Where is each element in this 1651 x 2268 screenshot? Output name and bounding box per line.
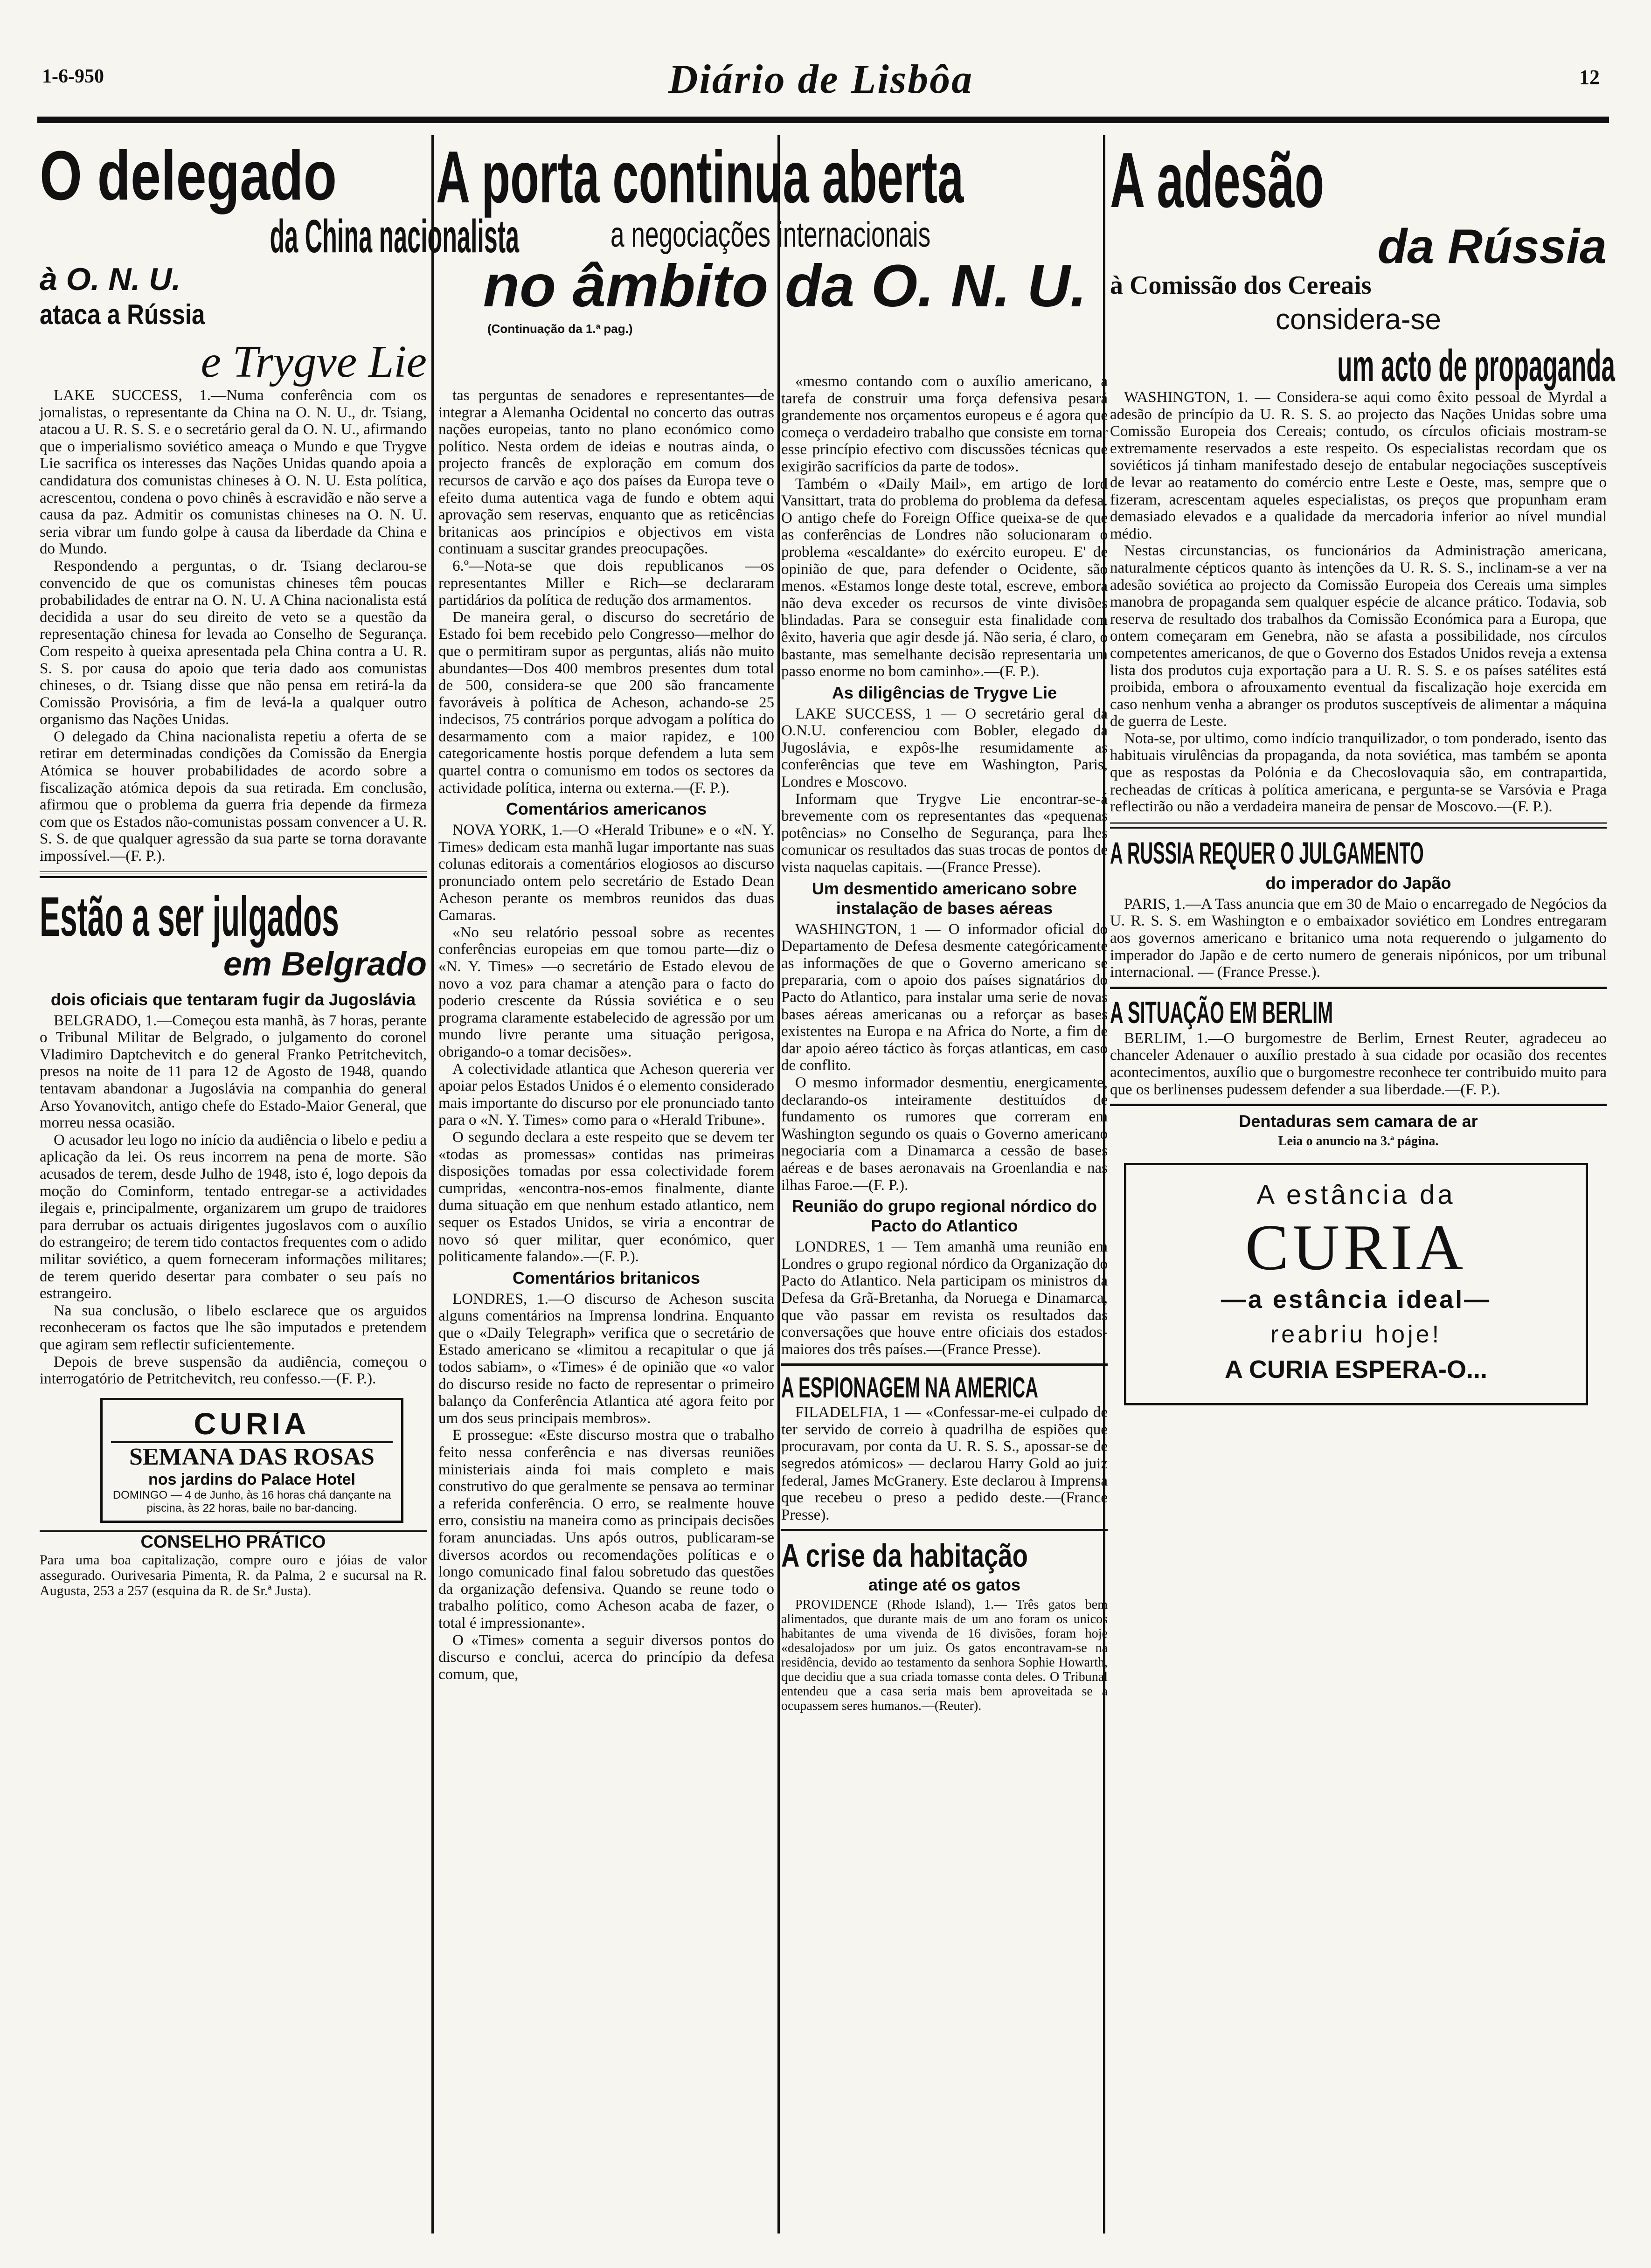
subheadline: do imperador do Japão — [1265, 873, 1451, 892]
section-head: Dentaduras sem camara de ar — [1239, 1112, 1478, 1131]
headline: da Rússia — [1377, 220, 1607, 274]
paragraph: A colectividade atlantica que Acheson quereria ver apoiar pelos Estados Unidos é o elemento considerado mais importante do discurso por ele pronunciado tanto para o «N. Y. Times» como para o «Herald Tribune». — [438, 1060, 774, 1129]
masthead — [42, 56, 1600, 112]
paragraph: LONDRES, 1.—O discurso de Acheson suscita alguns comentários na Imprensa londrina. Enquanto que o «Daily Telegraph» verifica que o secretário de Estado americano se «limitou a recapitular o que já todos sabiam», o «Times» é de opinião que «o valor do discurso reside no facto de representar o primeiro balanço da Conferência Atlantica até agora feito por um dos seus principais membros». — [438, 1290, 774, 1427]
paragraph: BERLIM, 1.—O burgomestre de Berlim, Ernest Reuter, agradeceu ao chanceler Adenauer o auxílio prestado à sua cidade por ocasião dos recentes acontecimentos, auxílio que o burgomestre reconhece ter contribuido muito para que os berlinenses pudessem defender a sua liberdade.—(F. P.). — [1110, 1030, 1607, 1098]
article-body — [1110, 896, 1607, 981]
paragraph: LONDRES, 1 — Tem amanhã uma reunião em Londres o grupo regional nórdico da Organização do Pacto do Atlantico. Nela participam os ministros da Defesa da Grã-Bretanha, da Noruega e Dinamarca, que vão passar em revista os resultados das conversações que houve entre oficiais dos estados-maiores dos três países.—(France Presse). — [781, 1238, 1108, 1358]
belgrado-article — [40, 885, 427, 1388]
paragraph: BELGRADO, 1.—Começou esta manhã, às 7 horas, perante o Tribunal Militar de Belgrado, o julgamento do coronel Vladimiro Daptchevitch e do general Franko Petritchevitch, presos na noite de 11 para 12 de Agosto de 1948, quando tentavam abandonar a Jugoslávia na companhia do general Arso Yovanovitch, antigo chefe do Estado-Maior General, que morreu nessa ocasião. — [40, 1012, 427, 1132]
article-body — [781, 1404, 1108, 1523]
section-head: Reunião do grupo regional nórdico do Pacto do Atlantico — [792, 1196, 1097, 1236]
article-body — [781, 705, 1108, 876]
masthead-rule — [37, 117, 1609, 123]
paragraph: Também o «Daily Mail», em artigo de lord Vansittart, trata do problema do problema da defesa. O antigo chefe do Foreign Office queixa-se de que as conferências de Londres não solucionaram o problema «escaldante» do exército europeu. E' de opinião de que, para defender o Ocidente, são menos. «Estamos longe deste total, escreve, embora não deva exceder os recursos de vinte divisões blindadas. Para se conseguir esta finalidade com êxito, haveria que agir desde já. Não seria, é claro, o bastante, mas semelhante decisão representaria um passo enorme no bom caminho».—(F. P.). — [781, 475, 1108, 680]
curia-rosas-ad — [100, 1398, 403, 1523]
article-body — [781, 373, 1108, 680]
paragraph: PROVIDENCE (Rhode Island), 1.— Três gatos bem alimentados, que durante mais de um ano foram os unicos habitantes de uma vivenda de 16 divisões, foram hoje «desalojados» por um juiz. Os gatos encontravam-se na residência, devido ao testamento da senhora Sophie Howarth, que decidiu que a sua criada tomasse conta deles. O Tribunal entendeu que a casa seria mais bem aproveitada se a ocupassem seres humanos.—(Reuter). — [781, 1597, 1108, 1714]
right-column — [1110, 135, 1615, 2233]
ad-line: DOMINGO — 4 de Junho, às 16 horas chá dançante na piscina, às 22 horas, baile no bar-dancing. — [112, 1488, 391, 1514]
curia-estancia-ad — [1124, 1163, 1588, 1405]
divider — [1110, 987, 1607, 989]
paragraph: LAKE SUCCESS, 1.—Numa conferência com os jornalistas, o representante da China na O. N. U., dr. Tsiang, atacou a U. R. S. S. e o secretário geral da O. N. U., afirmando que o imperialismo soviético ameaça o Mundo e que Trygve Lie sacrifica os interesses das Nações Unidas quando apoia a candidatura dos comunistas chineses à O. N. U. Esta política, acrescentou, condena o povo chinês à escravidão e não serve a causa da paz. Admitir os comunistas chineses na O. N. U. seria vibrar um fundo golpe à causa da liberdade da China e do Mundo. — [40, 387, 427, 558]
headline: A RUSSIA REQUER O JULGAMENTO — [1110, 835, 1424, 870]
paragraph: LAKE SUCCESS, 1 — O secretário geral da O.N.U. conferenciou com Bobler, elegado da Jugoslávia, e expôs-lhe resumidamente as conferências que teve em Washington, Paris, Londres e Moscovo. — [781, 705, 1108, 791]
article-body — [781, 921, 1108, 1194]
paragraph: Na sua conclusão, o libelo esclarece que os arguidos reconheceram os factos que lhe são imputados e pretendem que agiram sem reflectir suficientemente. — [40, 1302, 427, 1353]
ad-line: —a estância ideal— — [1221, 1286, 1491, 1314]
paragraph: O «Times» comenta a seguir diversos pontos do discurso e conclui, acerca do princípio da defesa comum, que, — [438, 1632, 774, 1683]
ad-line: A CURIA ESPERA-O... — [1224, 1355, 1488, 1384]
article-body — [1110, 389, 1607, 816]
headline: A adesão — [1110, 136, 1325, 224]
paragraph: NOVA YORK, 1.—O «Herald Tribune» e o «N. Y. Times» dedicam esta manhã lugar importante nas suas colunas editorais a comentários elogiosos ao discurso pronunciado ontem pelo secretário de Estado Dean Acheson perante os membros reunidos das duas Camaras. — [438, 822, 774, 924]
paragraph: O delegado da China nacionalista repetiu a oferta de se retirar em determinadas condições da Comissão da Energia Atómica se houver probabilidades de acordo sobre a fiscalização atómica depois da sua retirada. Em conclusão, afirmou que o problema da guerra fria depende da firmeza com que os Estados não-comunistas possam convencer a U. R. S. S. de que qualquer agressão da sua parte se torna doravante impossível.—(F. P.). — [40, 728, 427, 865]
headline: em Belgrado — [223, 945, 427, 983]
paragraph: O segundo declara a este respeito que se devem ter «todas as promessas» contidas nas primeiras disposições tomadas por essa colectividade forem cumpridas, «encontra-nos-emos finalmente, diante duma situação em que nenhum estado atlantico, nem sequer os Estados Unidos, se viria a encontrar de novo só quer militar, quer económico, quer politicamente falando».—(F. P.). — [438, 1128, 774, 1265]
headline: no âmbito da O. N. U. — [483, 253, 1087, 319]
paragraph: O mesmo informador desmentiu, energicamente, declarando-os inteiramente destituídos de fundamento os rumores que correram em Washington segundo os quais o Governo americano negociaria com a Dinamarca a cessão de bases aéreas e de bases aeronavais na Groenlandia e nas ilhas Faroe.—(F. P.). — [781, 1074, 1108, 1194]
article-body — [40, 387, 427, 865]
ad-title: CURIA — [1245, 1211, 1467, 1284]
article-body — [781, 1597, 1108, 1713]
headline: um acto de propaganda — [1337, 341, 1615, 391]
ad-line: SEMANA DAS ROSAS — [129, 1443, 375, 1470]
article-body — [1110, 1030, 1607, 1098]
ad-line: A estância da — [1256, 1180, 1456, 1210]
paragraph: «No seu relatório pessoal sobre as recentes conferências europeias em que tomou parte—diz o «N. Y. Times» —o secretário de Estado elevou de novo a voz para chamar a atenção para o facto do poderio crescente da Rússia soviética e o seu programa claramente estabelecido de agressão por um mundo livre perante uma situação perigosa, obrigando-o a tomar decisões». — [438, 924, 774, 1060]
paragraph: PARIS, 1.—A Tass anuncia que em 30 de Maio o encarregado de Negócios da U. R. S. S. em Washington e o embaixador soviético em Londres entregaram aos governos americano e britanico uma nota requerendo o julgamento do imperador do Japão e de certo numero de generais nipónicos, por um tribunal internacional. — (France Presse.). — [1110, 895, 1607, 981]
article-body — [438, 387, 774, 796]
headline: a negociações internacionais — [610, 215, 931, 255]
divider — [781, 1529, 1108, 1531]
issue-date: 1-6-950 — [42, 66, 104, 87]
center-headline-block — [436, 135, 1105, 375]
paragraph: 6.º—Nota-se que dois republicanos —os representantes Miller e Rich—se declararam partidários da política de redução dos armamentos. — [438, 557, 774, 609]
paragraph: De maneira geral, o discurso do secretário de Estado foi bem recebido pelo Congresso—melhor do que o permitiram supor as perguntas, aliás não muito abundantes—Dos 400 membros presentes dum total de 500, considera-se que 200 são francamente favoráveis à política de Acheson, achando-se 25 indecisos, 75 contrários porque advogam a política do desarmamento com a maior rapidez, e 100 categoricamente hostis porque defendem a luta sem quartel contra o comunismo em todos os sectores da actividade política, interna ou externa.—(F. P.). — [438, 608, 774, 796]
ad-line: reabriu hoje! — [1270, 1321, 1442, 1348]
paragraph: Respondendo a perguntas, o dr. Tsiang declarou-se convencido de que os comunistas chineses têm poucas probabilidades de entrar na O. N. U. A China nacionalista está decidida a usar do seu direito de veto se a questão da representação chinesa for levada ao Conselho de Segurança. Com respeito à queixa apresentada pela China contra a U. R. S. S. por causa do apoio que teria dado aos comunistas chineses, o dr. Tsiang disse que não pensa em retirá-la da Comissão Provisória, a fim de levá-la a qualquer outro organismo das Nações Unidas. — [40, 557, 427, 728]
headline: à O. N. U. — [40, 262, 181, 297]
paragraph: Nota-se, por ultimo, como indício tranquilizador, o tom ponderado, isento das habituais virulências da propaganda, da nota soviética, mas também se aponta que as respostas da Polónia e da Checoslovaquia são, em contrapartida, recheadas de críticas à política americana, e pergunta-se se Varsóvia e Praga reflectirão ou não a verdadeira maneira de pensar de Moscovo.—(F. P.). — [1110, 730, 1607, 816]
center-left-column — [438, 387, 774, 2233]
newspaper-title: Diário de Lisbôa — [668, 57, 974, 102]
divider — [1110, 1104, 1607, 1106]
paragraph: Depois de breve suspensão da audiência, começou o interrogatório de Petritchevitch, reu confesso.—(F. P.). — [40, 1353, 427, 1388]
headline: à Comissão dos Cereais — [1110, 271, 1372, 300]
headline: e Trygve Lie — [201, 337, 427, 387]
divider — [40, 871, 427, 878]
divider — [1110, 822, 1607, 829]
headline: Estão a ser julgados — [40, 885, 339, 948]
paragraph: WASHINGTON, 1. — Considera-se aqui como êxito pessoal de Myrdal a adesão de princípio da U. R. S. S. ao projecto das Nações Unidas sobre uma Comissão Europeia dos Cereais; contudo, os círculos oficiais mostram-se extremamente reservados a este respeito. Os especialistas recordam que os soviéticos já tinham manifestado desejo de entabular negociações susceptíveis de levar ao reatamento do comércio entre Leste e Oeste, mas, sempre que o fizeram, acrescentam aqueles especialistas, os preços que propunham eram demasiado elevados e a qualidade da mercadoria inferior ao nível mundial médio. — [1110, 389, 1607, 542]
paragraph: FILADELFIA, 1 — «Confessar-me-ei culpado de ter servido de correio à quadrilha de espiões que procuravam, por conta da U. R. S. S., apossar-se de segredos atómicos» — declarou Harry Gold ao juiz federal, James McGranery. Este declarou à Imprensa que recebeu o preso a pedido deste.—(France Presse). — [781, 1404, 1108, 1523]
article-body — [40, 1012, 427, 1388]
paragraph: Informam que Trygve Lie encontrar-se-á brevemente com os representantes das «pequenas potências» no Conselho de Segurança, para lhes comunicar os resultados das suas trocas de pontos de vista naquelas capitais. —(France Presse). — [781, 790, 1108, 876]
china-article — [40, 135, 520, 865]
paragraph: tas perguntas de senadores e representantes—de integrar a Alemanha Ocidental no concerto das outras nações europeias, tanto no plano económico como político. Nesta ordem de ideias e noutras ainda, o projecto francês de exploração em comum dos recursos de carvão e aço dos países da Europa teve o efeito duma autentica vaga de fundo e obtem aqui aprovação sem reservas, enquanto que as reticências britanicas aos princípios e objectivos em vista continuam a suscitar grandes preocupações. — [438, 387, 774, 558]
headline: considera-se — [1276, 304, 1441, 336]
column-rule — [777, 135, 780, 2233]
paragraph: WASHINGTON, 1 — O informador oficial do Departamento de Defesa desmente categóricamente as informações de que o Governo americano se prepararia, com o apoio dos países signatários do Pacto do Atlantico, para instalar uma serie de novas bases aéreas americanas ou a reforçar as bases existentes na Europa e na Africa do Norte, a fim de dar apoio aéreo táctico às forças atlanticas, em caso de conflito. — [781, 920, 1108, 1074]
paragraph: Para uma boa capitalização, compre ouro e jóias de valor assegurado. Ourivesaria Pimenta, R. da Palma, 2 e sucursal na R. Augusta, 253 a 257 (esquina da R. de Sr.ª Justa). — [40, 1552, 427, 1598]
paragraph: «mesmo contando com o auxílio americano, a tarefa de construir uma força defensiva pesará grandemente nos orçamentos europeus e é agora que começa o verdadeiro trabalho que consiste em tornar esse princípio efectivo com discussões técnicas que exigirão sacrifícios da parte de todos». — [781, 373, 1108, 475]
paragraph: O acusador leu logo no início da audiência o libelo e pediu a aplicação da lei. Os reus incorrem na pena de morte. São acusados de terem, desde Julho de 1948, isto é, logo depois da moção do Cominform, tentado entregar-se a actividades ilegais e, principalmente, organizarem um grupo de traidores para derrubar os actuais dirigentes jugoslavos com o auxílio do estrangeiro; de terem tido contactos frequentes com o adido militar soviético, a quem forneceram informações militares; de terem querido desertar para combater o seu país no estrangeiro. — [40, 1131, 427, 1302]
section-head: Comentários britanicos — [512, 1268, 701, 1287]
paragraph: Nestas circunstancias, os funcionários da Administração americana, naturalmente cépticos quanto às intenções da U. R. S. S., inclinam-se a ver na adesão soviética ao projecto da Comissão Europeia dos Cereais uma simples manobra de propaganda sem qualquer espécie de alcance prático. Todavia, sob reserva de resultado dos trabalhos da Comissão Económica para a Europa, que ontem começaram em Genebra, não se afasta a possibilidade, nos círculos competentes americanos, de que o Governo dos Estados Unidos reveja a extensa lista dos produtos cuja exportação para a U. R. S. S. e os países satélites está proibida, embora o afrouxamento eventual da fiscalização hoje exercida em caso nenhum venha a abranger os produtos susceptíveis de alimentar a máquina de guerra de Leste. — [1110, 542, 1607, 730]
headline: O delegado — [40, 136, 337, 214]
conselho-pratico — [40, 1530, 427, 1598]
article-body — [781, 1238, 1108, 1358]
center-right-column — [781, 373, 1108, 2233]
subheadline: atinge até os gatos — [868, 1575, 1021, 1595]
paragraph: Leia o anuncio na 3.ª página. — [1278, 1134, 1439, 1149]
headline: ataca a Rússia — [40, 299, 205, 330]
section-title: CONSELHO PRÁTICO — [40, 1530, 427, 1552]
headline: A SITUAÇÃO EM BERLIM — [1110, 995, 1333, 1030]
section-head: As diligências de Trygve Lie — [832, 683, 1057, 702]
ad-line: nos jardins do Palace Hotel — [148, 1470, 355, 1488]
left-column — [40, 135, 520, 2233]
article-body — [438, 1291, 774, 1683]
article-body — [438, 822, 774, 1265]
section-head: Um desmentido americano sobre instalação de bases aéreas — [812, 878, 1077, 918]
headline: A ESPIONAGEM NA AMERICA — [781, 1372, 1039, 1404]
section-head: Comentários americanos — [506, 799, 707, 819]
headline: A crise da habitação — [781, 1537, 1028, 1574]
ad-title: CURIA — [111, 1406, 393, 1443]
continuation-note: (Continuação da 1.ª pag.) — [487, 322, 633, 336]
headline: A porta continua aberta — [436, 136, 964, 218]
paragraph: E prossegue: «Este discurso mostra que o trabalho feito nessa conferência e nas diversas reuniões ministeriais ainda foi mais completo e mais construtivo do que geralmente se pensava ao terminar a referida conferência. O erro, se realmente houve erro, consistiu na maneira como as principais decisões foram anunciadas. Uns após outros, publicaram-se diversos acordos ou recomendações políticas e o longo comunicado final falou sobretudo das questões da organização defensiva. Quando se reune todo o trabalho político, como Acheson acaba de fazer, o total é impressionante». — [438, 1427, 774, 1632]
column-rule — [431, 135, 434, 2233]
subheadline: dois oficiais que tentaram fugir da Jugoslávia — [50, 989, 416, 1009]
page-number: 12 — [1579, 66, 1600, 89]
divider — [781, 1363, 1108, 1366]
headline: da China nacionalista — [270, 210, 520, 263]
